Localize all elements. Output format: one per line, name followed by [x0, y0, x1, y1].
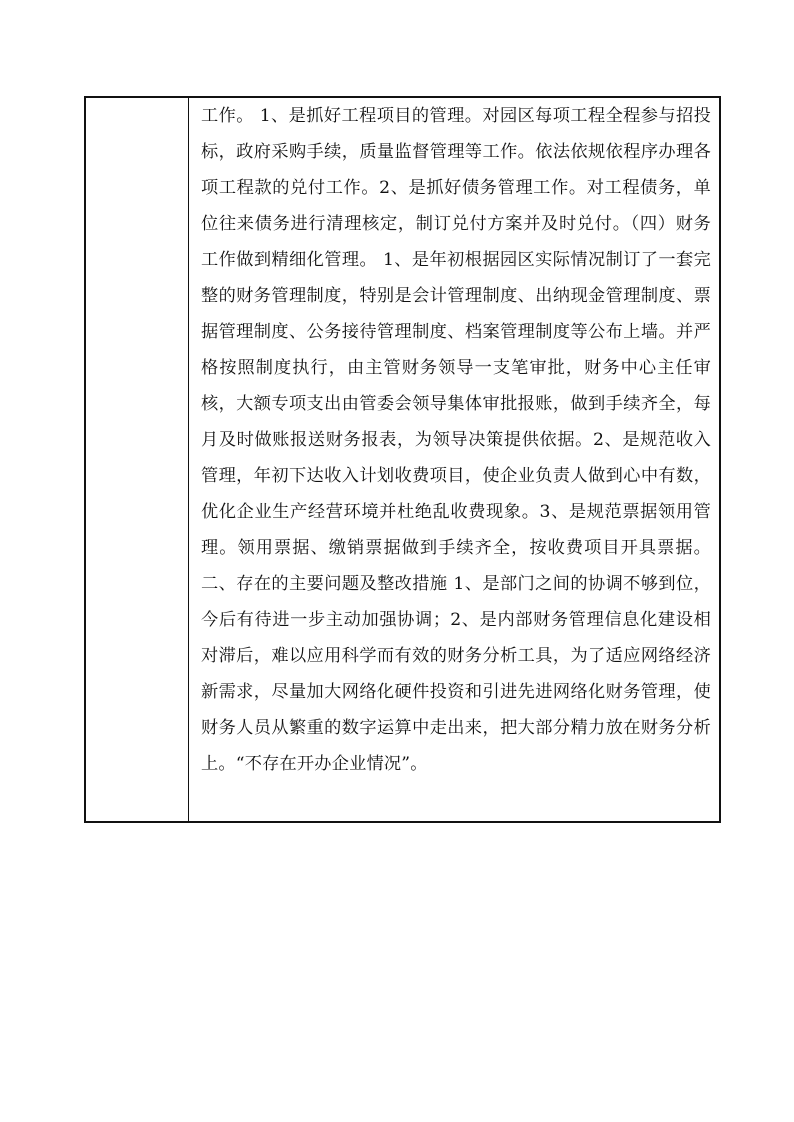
- table-right-cell: [189, 98, 719, 821]
- body-paragraph: 工作。 1、是抓好工程项目的管理。对园区每项工程全程参与招投标，政府采购手续，质量监督管理等工作。依法依规依程序办理各项工程款的兑付工作。2、是抓好债务管理工作。对工程债务，单位往来债务进行清理核定，制订兑付方案并及时兑付。（四）财务工作做到精细化管理。 1、是年初根据园区实际情况制订了一套完整的财务管理制度，特别是会计管理制度、出纳现金管理制度、票据管理制度、公务接待管理制度、档案管理制度等公布上墙。并严格按照制度执行，由主管财务领导一支笔审批，财务中心主任审核，大额专项支出由管委会领导集体审批报账，做到手续齐全，每月及时做账报送财务报表，为领导决策提供依据。2、是规范收入管理，年初下达收入计划收费项目，使企业负责人做到心中有数，优化企业生产经营环境并杜绝乱收费现象。3、是规范票据领用管理。领用票据、缴销票据做到手续齐全，按收费项目开具票据。 二、存在的主要问题及整改措施 1、是部门之间的协调不够到位，今后有待进一步主动加强协调；2、是内部财务管理信息化建设相对滞后，难以应用科学而有效的财务分析工具，为了适应网络经济新需求，尽量加大网络化硬件投资和引进先进网络化财务管理，使财务人员从繁重的数字运算中走出来，把大部分精力放在财务分析上。“不存在开办企业情况”。: [201, 106, 711, 774]
- document-table: [84, 96, 721, 823]
- table-left-cell: [86, 98, 189, 821]
